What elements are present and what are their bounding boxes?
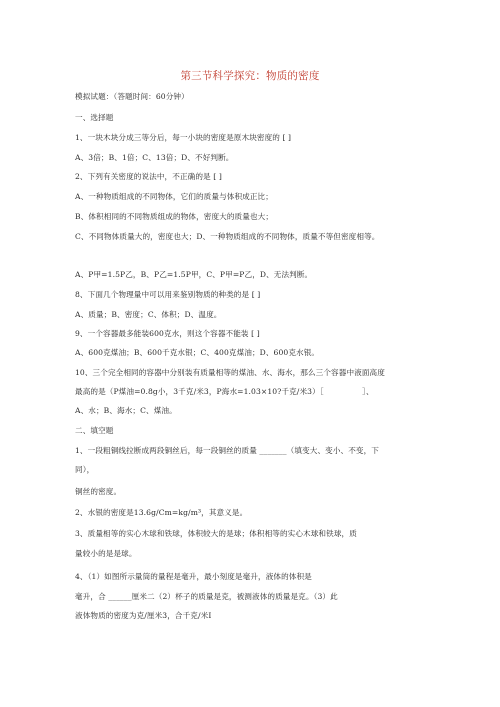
page-title: 第三节科学探究：物质的密度 <box>180 70 320 82</box>
question-2-option-c-d: C、不同物体质量大的，密度也大；D、一种物质组成的不同物体，质量不等但密度相等。 <box>75 232 380 241</box>
fill-question-4-end: 液体物质的密度为克/厘米3，合千克/米I <box>75 611 212 620</box>
question-7-options: A、P甲=1.5P乙，B、P乙=1.5P甲，C、P甲=P乙，D、无法判断。 <box>75 270 313 279</box>
question-10-options: A、水；B、海水；C、煤油。 <box>75 406 177 415</box>
question-2: 2、下列有关密度的说法中，不正确的是 [ ] <box>75 172 222 181</box>
question-2-option-a: A、一种物质组成的不同物体，它们的质量与体积成正比； <box>75 192 273 201</box>
fill-question-4-cont: 毫升，合 ______厘米二（2）杯子的质量是克，被测液体的质量是克。（3）此 <box>75 592 338 601</box>
fill-question-1: 1、一段粗铜线拉断成两段铜丝后，每一段铜丝的质量 _______（填变大、变小、不变，下 <box>75 446 379 455</box>
question-1: 1、一块木块分成三等分后，每一小块的密度是原木块密度的 [ ] <box>75 133 292 142</box>
section-heading-fill: 二、填空题 <box>75 426 114 435</box>
question-2-option-b: B、体积相同的不同物质组成的物体，密度大的质量也大； <box>75 212 274 221</box>
question-9: 9、一个容器最多能装600克水，则这个容器不能装 [ ] <box>75 329 260 338</box>
fill-question-3-cont: 量较小的是是球。 <box>75 549 137 558</box>
question-8: 8、下面几个物理量中可以用来鉴别物质的种类的是 [ ] <box>75 290 261 299</box>
question-10: 10、三个完全相同的容器中分别装有质量相等的煤油、水、海水，那么三个容器中液面高度 <box>75 368 385 377</box>
question-10-cont: 最高的是（P煤油=0.8g小，3千克/米3，P海水=1.03×10?千克/米3）［ ］、 <box>75 387 374 396</box>
exam-time-note: 模拟试题：（答题时间：60分钟） <box>75 92 189 101</box>
fill-question-2: 2、水银的密度是13.6g/Cm=kg/m³，其意义是。 <box>75 508 248 517</box>
section-heading-choice: 一、选择题 <box>75 113 114 122</box>
fill-question-1-end: 铜丝的密度。 <box>75 487 122 496</box>
fill-question-4: 4、（1）如图所示量筒的量程是毫升，最小刻度是毫升，液体的体积是 <box>75 572 312 581</box>
fill-question-1-cont: 同）， <box>75 465 95 474</box>
question-9-options: A、600克煤油；B、600千克水银；C、400克煤油；D、600克水银。 <box>75 348 320 357</box>
question-1-options: A、3倍；B、1倍；C、13倍；D、不好判断。 <box>75 153 234 162</box>
fill-question-3: 3、质量相等的实心木球和铁球，体积较大的是球；体积相等的实心木球和铁球，质 <box>75 529 357 538</box>
question-8-options: A、质量；B、密度；C、体积；D、温度。 <box>75 310 222 319</box>
